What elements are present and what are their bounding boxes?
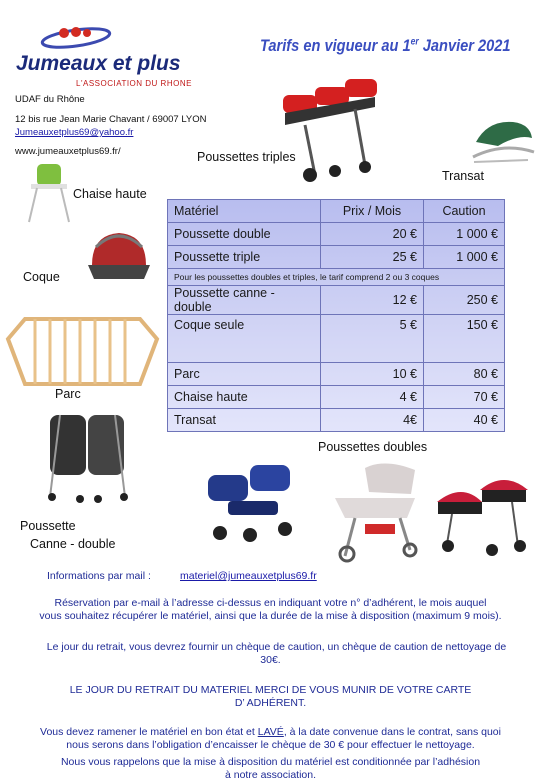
row-item: Parc bbox=[168, 363, 321, 386]
table-note-row bbox=[168, 269, 505, 286]
contact-email-link[interactable]: Jumeauxetplus69@yahoo.fr bbox=[15, 127, 134, 138]
twin-umbrella-stroller-image bbox=[40, 405, 135, 505]
table-row bbox=[168, 315, 505, 363]
contact-website[interactable]: www.jumeauxetplus69.fr/ bbox=[15, 146, 121, 157]
reminder-line-2: à notre association. bbox=[224, 769, 317, 781]
page-title bbox=[260, 36, 511, 56]
table-row bbox=[168, 286, 505, 315]
caution-line-2: 30€. bbox=[260, 654, 281, 666]
table-row bbox=[168, 386, 505, 409]
reminder-paragraph bbox=[0, 756, 541, 782]
contact-org: UDAF du Rhône bbox=[15, 94, 85, 105]
table-header-row bbox=[168, 200, 505, 223]
row-caution: 70 € bbox=[424, 386, 505, 409]
double-stroller-blue-image bbox=[200, 455, 300, 545]
label-chaise-haute: Chaise haute bbox=[73, 187, 147, 201]
highchair-image bbox=[25, 160, 75, 225]
row-prix: 4€ bbox=[321, 409, 424, 432]
row-prix: 12 € bbox=[321, 286, 424, 315]
caution-line-1: Le jour du retrait, vous devrez fournir un chèque de caution, un chèque de caution de nettoyage de bbox=[46, 641, 507, 653]
row-item: Transat bbox=[168, 409, 321, 432]
contact-address: 12 bis rue Jean Marie Chavant / 69007 LYON bbox=[15, 114, 207, 125]
title-tail: Janvier 2021 bbox=[418, 36, 511, 55]
row-item: Poussette triple bbox=[168, 246, 321, 269]
price-table bbox=[167, 199, 505, 432]
logo-association: L'ASSOCIATION DU RHONE bbox=[76, 79, 192, 88]
table-row bbox=[168, 409, 505, 432]
reservation-paragraph bbox=[0, 597, 541, 623]
row-item: Poussette double bbox=[168, 223, 321, 246]
membership-line-2: D’ ADHÉRENT. bbox=[234, 697, 307, 709]
triple-stroller-image bbox=[275, 75, 385, 185]
row-caution: 40 € bbox=[424, 409, 505, 432]
row-item: Poussette canne - double bbox=[168, 286, 321, 315]
car-seat-image bbox=[84, 225, 154, 285]
header-materiel: Matériel bbox=[168, 200, 321, 223]
reminder-line-1: Nous vous rappelons que la mise à disposition du matériel est conditionnée par l’adhésion bbox=[60, 756, 481, 768]
row-prix: 20 € bbox=[321, 223, 424, 246]
title-main: Tarifs en vigueur au 1 bbox=[260, 36, 411, 55]
playpen-image bbox=[5, 314, 160, 389]
association-logo bbox=[14, 22, 214, 92]
row-prix: 10 € bbox=[321, 363, 424, 386]
row-caution: 1 000 € bbox=[424, 223, 505, 246]
label-poussette-1: Poussette bbox=[20, 519, 76, 533]
row-caution: 80 € bbox=[424, 363, 505, 386]
return-line-1a: Vous devez ramener le matériel en bon état et bbox=[40, 726, 258, 738]
table-row bbox=[168, 223, 505, 246]
label-poussettes-triples: Poussettes triples bbox=[197, 150, 296, 164]
table-row bbox=[168, 246, 505, 269]
double-stroller-grey-image bbox=[325, 458, 425, 563]
table-row bbox=[168, 363, 505, 386]
transat-image bbox=[468, 112, 538, 172]
membership-card-paragraph bbox=[0, 684, 541, 710]
mail-link[interactable]: materiel@jumeauxetplus69.fr bbox=[180, 570, 317, 582]
mail-label: Informations par mail : bbox=[47, 570, 151, 582]
return-line-1 bbox=[0, 726, 541, 739]
double-stroller-red-image bbox=[432, 462, 532, 557]
row-item: Coque seule bbox=[168, 315, 321, 363]
header-caution: Caution bbox=[424, 200, 505, 223]
table-note: Pour les poussettes doubles et triples, le tarif comprend 2 ou 3 coques bbox=[168, 269, 505, 286]
row-item: Chaise haute bbox=[168, 386, 321, 409]
return-line-2: nous serons dans l’obligation d’encaisser le chèque de 30 € pour effectuer le nettoyage. bbox=[66, 739, 475, 751]
membership-line-1: LE JOUR DU RETRAIT DU MATERIEL MERCI DE VOUS MUNIR DE VOTRE CARTE bbox=[69, 684, 472, 696]
return-line-1c: , à la date convenue dans le contrat, sans quoi bbox=[283, 726, 501, 738]
row-caution: 150 € bbox=[424, 315, 505, 363]
label-transat: Transat bbox=[442, 169, 484, 183]
title-sup: er bbox=[410, 36, 419, 48]
logo-brand: Jumeaux et plus bbox=[16, 52, 181, 75]
row-prix: 5 € bbox=[321, 315, 424, 363]
row-caution: 1 000 € bbox=[424, 246, 505, 269]
return-washed: LAVÉ bbox=[257, 726, 284, 738]
header-prix: Prix / Mois bbox=[321, 200, 424, 223]
row-prix: 25 € bbox=[321, 246, 424, 269]
caution-paragraph bbox=[0, 641, 541, 667]
return-paragraph bbox=[0, 726, 541, 752]
reservation-line-1: Réservation par e-mail à l’adresse ci-dessus en indiquant votre n° d’adhérent, le mois auquel bbox=[54, 597, 487, 609]
label-coque: Coque bbox=[23, 270, 60, 284]
row-caution: 250 € bbox=[424, 286, 505, 315]
label-poussette-2: Canne - double bbox=[30, 537, 116, 551]
reservation-line-2: vous souhaitez récupérer le matériel, ainsi que la durée de la mise à disposition (maximum 9 mois). bbox=[39, 610, 502, 622]
label-poussettes-doubles: Poussettes doubles bbox=[318, 440, 428, 454]
label-parc: Parc bbox=[55, 387, 81, 401]
row-prix: 4 € bbox=[321, 386, 424, 409]
